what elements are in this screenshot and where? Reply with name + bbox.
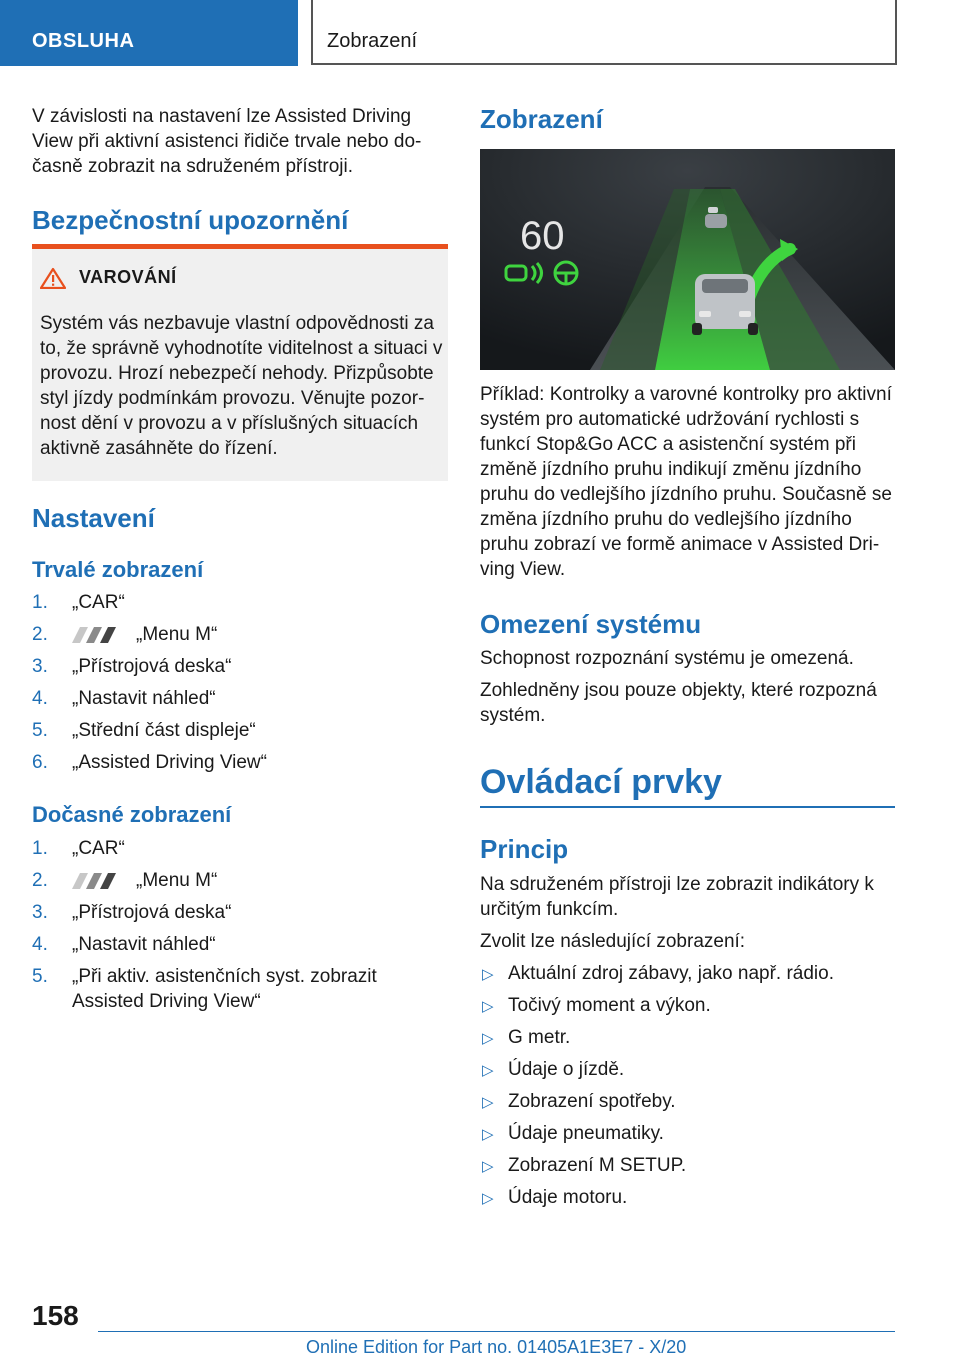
list-item: 3. „Přístrojová deska“	[32, 902, 232, 923]
chapter-label: Zobrazení	[327, 30, 418, 52]
limits-paragraph-1: Schopnost rozpoznání systému je omezená.	[480, 648, 854, 669]
display-heading: Zobrazení	[480, 104, 603, 134]
triangle-bullet-icon: ▷	[482, 1158, 494, 1175]
triangle-bullet-icon: ▷	[482, 998, 494, 1015]
list-item: ▷ G metr.	[480, 1025, 895, 1057]
triangle-bullet-icon: ▷	[482, 1030, 494, 1047]
list-item: 2. „Menu M“	[32, 624, 218, 645]
temporary-heading: Dočasné zobrazení	[32, 802, 232, 827]
intro-paragraph: V závislosti na nastavení lze Assisted Driving View při aktivní asistenci řidiče trvale nebo do-časně zobrazit na sdruženém přístroji.	[32, 106, 422, 177]
triangle-bullet-icon: ▷	[482, 1190, 494, 1207]
list-item: 3. „Přístrojová deska“	[32, 656, 232, 677]
temporary-steps	[32, 836, 448, 1014]
list-item: 2. „Menu M“	[32, 870, 218, 891]
m-logo-icon	[66, 627, 118, 643]
m-logo-icon	[66, 873, 118, 889]
warning-box	[32, 244, 448, 481]
safety-heading: Bezpečnostní upozornění	[32, 205, 349, 235]
figure-caption: Příklad: Kontrolky a varovné kontrolky pro aktivní systém pro automatické udržování rychlosti s funkcí Stop&Go ACC a asistenční systém při změně jízdního pruhu indikují změnu jízdního pruhu do vedlejšího jízdního pruhu. Současně se změna jízdního pruhu do vedlejšího jízdního pruhu zobrazí ve formě animace v Assisted Dri-ving View.	[480, 384, 892, 580]
section-label: OBSLUHA	[32, 30, 135, 52]
principle-paragraph-2: Zvolit lze následující zobrazení:	[480, 931, 746, 952]
list-item: ▷ Údaje o jízdě.	[480, 1057, 895, 1089]
triangle-bullet-icon: ▷	[482, 966, 494, 983]
list-item: ▷ Zobrazení spotřeby.	[480, 1089, 895, 1121]
list-item: 6. „Assisted Driving View“	[32, 752, 267, 773]
controls-heading: Ovládací prvky	[480, 763, 722, 801]
list-item: ▷ Aktuální zdroj zábavy, jako např. rádio.	[480, 961, 895, 993]
triangle-bullet-icon: ▷	[482, 1126, 494, 1143]
triangle-bullet-icon: ▷	[482, 1062, 494, 1079]
principle-paragraph-1: Na sdruženém přístroji lze zobrazit indikátory k určitým funkcím.	[480, 874, 874, 920]
warning-title: VAROVÁNÍ	[79, 267, 177, 287]
triangle-bullet-icon: ▷	[482, 1094, 494, 1111]
display-options-list	[480, 961, 895, 1217]
list-item: 1. „CAR“	[32, 592, 125, 613]
edition-note: Online Edition for Part no. 01405A1E3E7 - X/20	[306, 1337, 687, 1357]
warning-text: Systém vás nezbavuje vlastní odpovědnosti za to, že správně vyhodnotíte viditelnost a situaci v provozu. Hrozí nebezpečí nehody. Přizpůsobte styl jízdy podmínkám provozu. Věnujte pozor-nost dění v provozu a v příslušných situacích aktivně zasáhněte do řízení.	[40, 313, 443, 459]
limits-paragraph-2: Zohledněny jsou pouze objekty, které rozpozná systém.	[480, 680, 877, 726]
assisted-driving-view-image	[480, 149, 895, 370]
limits-heading: Omezení systému	[480, 609, 702, 639]
list-item: 4. „Nastavit náhled“	[32, 688, 216, 709]
list-item: 5. „Střední část displeje“	[32, 720, 256, 741]
warning-icon	[40, 267, 66, 289]
permanent-steps	[32, 590, 448, 782]
settings-heading: Nastavení	[32, 503, 155, 533]
list-item: 4. „Nastavit náhled“	[32, 934, 216, 955]
chapter-tab	[311, 0, 897, 65]
list-item: ▷ Údaje pneumatiky.	[480, 1121, 895, 1153]
footer-rule	[98, 1331, 895, 1332]
driving-view-illustration	[480, 149, 895, 370]
list-item: ▷ Zobrazení M SETUP.	[480, 1153, 895, 1185]
heading-rule	[480, 806, 895, 808]
section-tab	[0, 0, 298, 66]
principle-heading: Princip	[480, 834, 569, 864]
list-item: ▷ Údaje motoru.	[480, 1185, 895, 1217]
list-item: ▷ Točivý moment a výkon.	[480, 993, 895, 1025]
list-item: 1. „CAR“	[32, 838, 125, 859]
permanent-heading: Trvalé zobrazení	[32, 557, 204, 582]
speed-readout: 60	[520, 214, 565, 258]
page-number: 158	[32, 1300, 79, 1331]
list-item: 5. „Při aktiv. asistenčních syst. zobrazit Assisted Driving View“	[32, 966, 377, 1012]
